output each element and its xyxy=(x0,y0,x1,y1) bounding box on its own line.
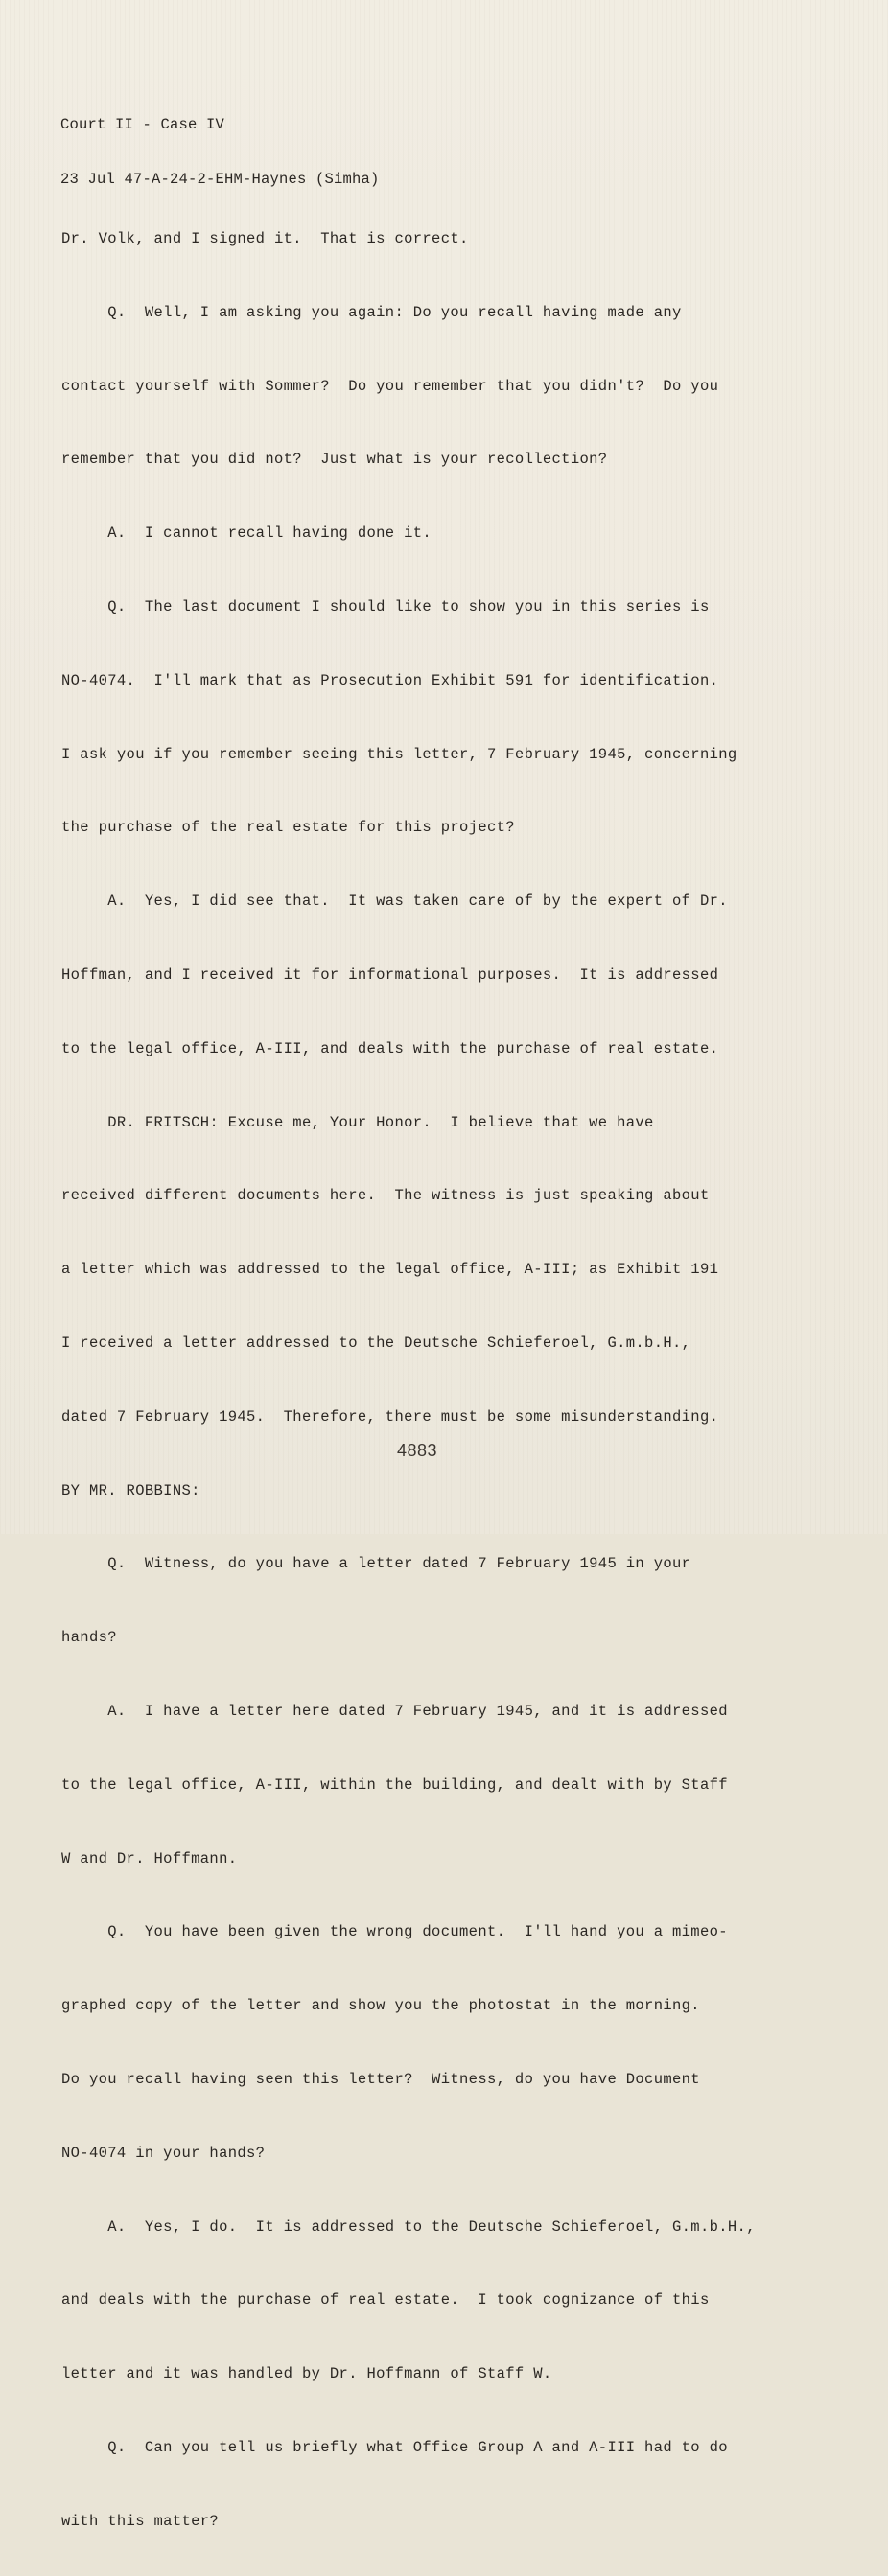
transcript-line: Do you recall having seen this letter? Witness, do you have Document xyxy=(61,2070,700,2088)
transcript-line: letter and it was handled by Dr. Hoffmann of Staff W. xyxy=(61,2365,552,2383)
transcript-line: A. I cannot recall having done it. xyxy=(61,524,432,543)
transcript-line: Dr. Volk, and I signed it. That is correct. xyxy=(61,230,469,247)
transcript-line: BY MR. ROBBINS: xyxy=(61,1481,200,1499)
transcript-line: Q. The last document I should like to show you in this series is xyxy=(61,597,710,615)
transcript-line: dated 7 February 1945. Therefore, there must be some misunderstanding. xyxy=(61,1407,719,1426)
transcript-line: Q. Witness, do you have a letter dated 7 February 1945 in your xyxy=(61,1555,691,1573)
transcript-line: A. Yes, I do. It is addressed to the Deutsche Schieferoel, G.m.b.H., xyxy=(61,2217,756,2236)
transcript-body xyxy=(61,185,819,2576)
transcript-line: Q. Well, I am asking you again: Do you recall having made any xyxy=(61,303,682,321)
transcript-line: Q. Can you tell us briefly what Office Group A and A-III had to do xyxy=(61,2438,728,2456)
transcript-line: NO-4074 in your hands? xyxy=(61,2144,266,2162)
transcript-line: and deals with the purchase of real estate. I took cognizance of this xyxy=(61,2291,710,2309)
transcript-line: with this matter? xyxy=(61,2512,220,2530)
transcript-line: I ask you if you remember seeing this letter, 7 February 1945, concerning xyxy=(61,745,737,763)
transcript-line: hands? xyxy=(61,1629,117,1647)
transcript-line: remember that you did not? Just what is your recollection? xyxy=(61,451,608,469)
transcript-line: W and Dr. Hoffmann. xyxy=(61,1849,238,1868)
transcript-line: A. I have a letter here dated 7 February 1945, and it is addressed xyxy=(61,1702,728,1720)
page-number: 4883 xyxy=(397,1441,438,1460)
transcript-line: to the legal office, A-III, and deals with the purchase of real estate. xyxy=(61,1039,719,1057)
transcript-line: received different documents here. The witness is just speaking about xyxy=(61,1187,710,1205)
transcript-line: graphed copy of the letter and show you the photostat in the morning. xyxy=(61,1997,700,2015)
transcript-line: Hoffman, and I received it for informational purposes. It is addressed xyxy=(61,965,719,984)
transcript-line: a letter which was addressed to the legal office, A-III; as Exhibit 191 xyxy=(61,1261,719,1279)
case-header-court: Court II - Case IV xyxy=(60,116,225,133)
case-header-reference: 23 Jul 47-A-24-2-EHM-Haynes (Simha) xyxy=(60,171,380,188)
transcript-line: I received a letter addressed to the Deutsche Schieferoel, G.m.b.H., xyxy=(61,1334,691,1352)
transcript-line: the purchase of the real estate for this project? xyxy=(61,819,515,837)
transcript-line: contact yourself with Sommer? Do you remember that you didn't? Do you xyxy=(61,377,719,395)
transcript-line: DR. FRITSCH: Excuse me, Your Honor. I believe that we have xyxy=(61,1113,654,1131)
transcript-line: Q. You have been given the wrong document. I'll hand you a mimeo- xyxy=(61,1923,728,1941)
transcript-line: A. Yes, I did see that. It was taken care of by the expert of Dr. xyxy=(61,893,728,911)
transcript-line: to the legal office, A-III, within the building, and dealt with by Staff xyxy=(61,1775,728,1794)
transcript-line: NO-4074. I'll mark that as Prosecution Exhibit 591 for identification. xyxy=(61,671,719,689)
